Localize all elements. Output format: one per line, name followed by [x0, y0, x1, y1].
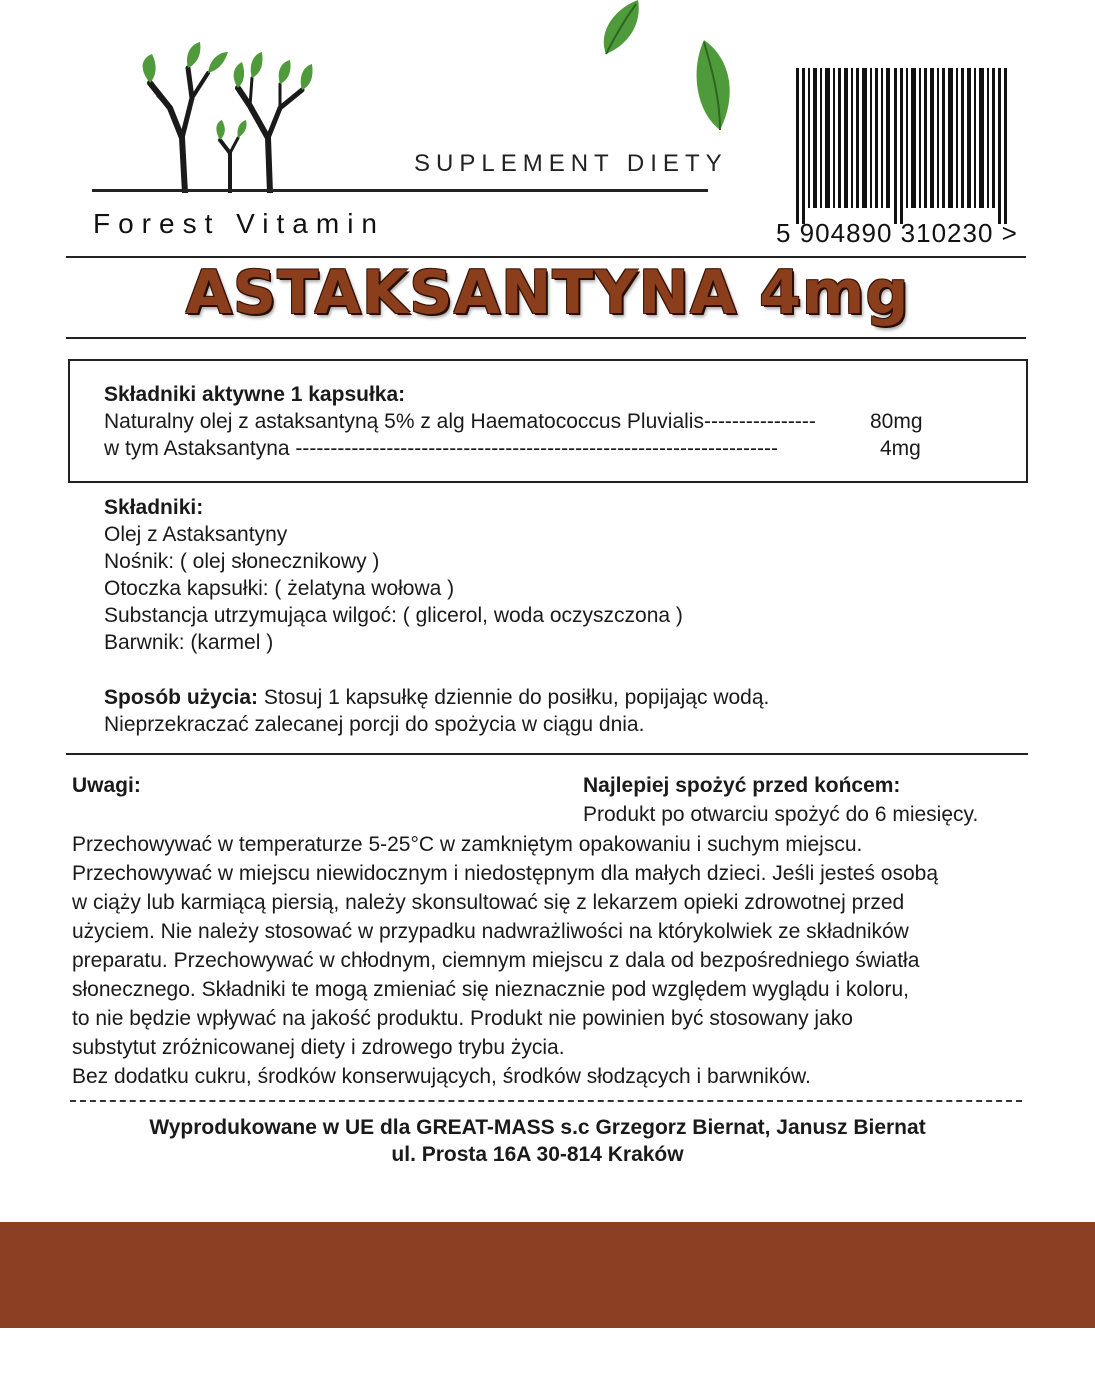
active-ingredients-heading: Składniki aktywne 1 kapsułka: [104, 383, 406, 406]
notes-line: Przechowywać w temperaturze 5-25°C w zamkniętym opakowaniu i suchym miejscu. [72, 833, 863, 856]
active-ingredient-label: w tym Astaksantyna --------------------------------------------------------------------- [104, 437, 778, 460]
notes-line: Przechowywać w miejscu niewidocznym i niedostępnym dla małych dzieci. Jeśli jesteś osobą [72, 862, 939, 885]
dashed-divider [70, 1100, 1022, 1102]
notes-line: Bez dodatku cukru, środków konserwujących, środków słodzących i barwników. [72, 1065, 811, 1088]
leaf-icon [690, 40, 734, 132]
usage-label: Sposób użycia: [104, 686, 259, 709]
barcode-icon [794, 68, 1018, 224]
notes-label: Uwagi: [72, 774, 141, 797]
product-title: ASTAKSANTYNA 4mg [185, 258, 910, 328]
leaf-icon [598, 0, 642, 56]
notes-line: substytut zróżnicowanej diety i zdrowego trybu życia. [72, 1036, 565, 1059]
notes-text [72, 830, 938, 1091]
ingredient-item: Barwnik: (karmel ) [104, 631, 274, 654]
divider [66, 337, 1026, 339]
usage-text: Stosuj 1 kapsułkę dziennie do posiłku, popijając wodą. [258, 686, 770, 709]
notes-line: użyciem. Nie należy stosować w przypadku nadwrażliwości na którykolwiek ze składników [72, 920, 909, 943]
best-before-text: Produkt po otwarciu spożyć do 6 miesięcy. [583, 803, 979, 826]
active-ingredient-amount: 4mg [880, 437, 921, 460]
usage-text: Nieprzekraczać zalecanej porcji do spożycia w ciągu dnia. [104, 713, 645, 736]
divider [66, 753, 1028, 755]
footer-color-band [0, 1222, 1095, 1328]
usage-section [104, 684, 769, 738]
brand-name: Forest Vitamin [93, 208, 385, 239]
ingredient-item: Nośnik: ( olej słonecznikowy ) [104, 550, 380, 573]
divider [92, 189, 708, 192]
best-before-label: Najlepiej spożyć przed końcem: [583, 774, 901, 797]
barcode-number: 5 904890 310230 > [776, 218, 1018, 248]
ingredient-item: Otoczka kapsułki: ( żelatyna wołowa ) [104, 577, 455, 600]
manufacturer-line: Wyprodukowane w UE dla GREAT-MASS s.c Grzegorz Biernat, Janusz Biernat [149, 1116, 926, 1139]
manufacturer-address: ul. Prosta 16A 30-814 Kraków [391, 1143, 684, 1166]
notes-line: preparatu. Przechowywać w chłodnym, ciemnym miejscu z dala od bezpośredniego światła [72, 949, 920, 972]
ingredient-item: Substancja utrzymująca wilgoć: ( glicerol, woda oczyszczona ) [104, 604, 683, 627]
notes-line: w ciąży lub karmiącą piersią, należy skonsultować się z lekarzem opieki zdrowotnej przed [72, 891, 905, 914]
active-ingredient-label: Naturalny olej z astaksantyną 5% z alg Haematococcus Pluvialis---------------- [104, 410, 816, 433]
ingredients-section [104, 494, 683, 656]
ingredients-heading: Składniki: [104, 496, 204, 519]
notes-line: to nie będzie wpływać na jakość produktu. Produkt nie powinien być stosowany jako [72, 1007, 853, 1030]
manufacturer-info [0, 1114, 1075, 1168]
active-ingredient-amount: 80mg [870, 410, 923, 433]
notes-line: słonecznego. Składniki te mogą zmieniać się nieznacznie pod względem wyglądu i koloru, [72, 978, 909, 1001]
ingredient-item: Olej z Astaksantyny [104, 523, 288, 546]
supplement-type: SUPLEMENT DIETY [414, 150, 728, 177]
forest-logo-trees-icon [130, 28, 330, 193]
